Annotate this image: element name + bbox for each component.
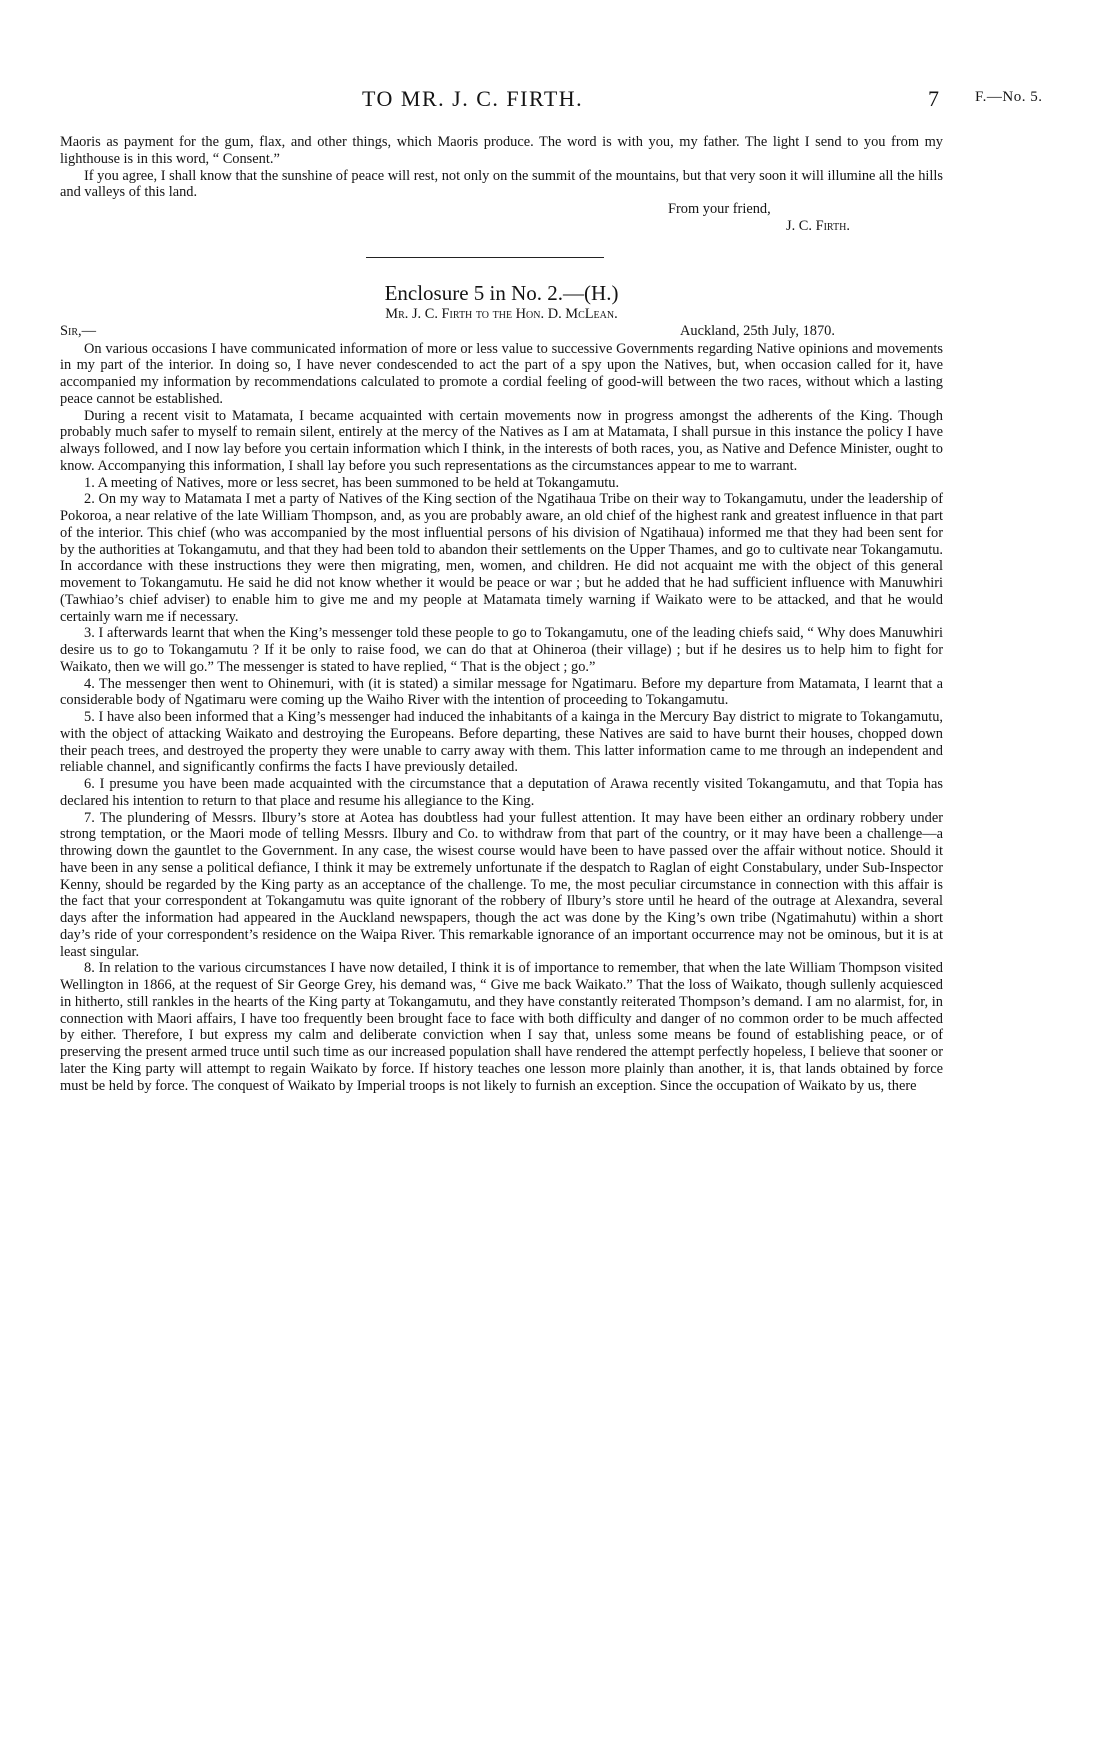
paper-reference: F.—No. 5. [975,89,1043,105]
signoff: From your friend, [668,201,771,217]
salutation: Sir,— [60,322,96,339]
running-header [0,86,1114,116]
place-date: Auckland, 25th July, 1870. [680,322,835,339]
numbered-paragraph: 7. The plundering of Messrs. Ilbury’s store at Aotea has doubtless had your fullest attention. It may have been either an ordinary robbery under strong temptation, or the Maori mode of telling Messrs. Ilbury and Co. to withdraw from that part of the country, or it may have been a challenge—a throwing down the gauntlet to the Government. In any case, the wisest course would have been to have passed over the affair without notice. Should it have been in any sense a political defiance, I think it may be extremely unfortunate if the despatch to Raglan of eight Constabulary, under Sub-Inspector Kenny, should be regarded by the King party as an acceptance of the challenge. To me, the most peculiar circumstance in connection with this affair is the fact that your correspondent at Tokangamutu was quite ignorant of the robbery of Ilbury’s store until he heard of the outrage at Alexandra, several days after the information had appeared in the Auckland newspapers, though the act was done by the King’s own tribe (Ngatimahutu) within a short day’s ride of your correspondent’s residence on the Waipa River. This remarkable ignorance of an important occurrence may not be ominous, but it is at least singular. [60,809,943,960]
numbered-paragraph: 6. I presume you have been made acquainted with the circumstance that a deputation of Arawa recently visited Tokangamutu, and that Topia has declared his intention to return to that place and resume his allegiance to the King. [60,776,943,809]
body-paragraph: During a recent visit to Matamata, I became acquainted with certain movements now in progress amongst the adherents of the King. Though probably much safer to myself to remain silent, entirely at the mercy of the Natives as I am at Matamata, I shall pursue in this instance the policy I have always followed, and I now lay before you certain information which I think, in the interests of both races, you, as Native and Defence Minister, ought to know. Accompanying this information, I shall lay before you such representations as the circumstances appear to me to warrant. [60,407,943,474]
numbered-paragraph: 4. The messenger then went to Ohinemuri, with (it is stated) a similar message for Ngatimaru. Before my departure from Matamata, I learnt that a considerable body of Ngatimaru were coming up the Waiho River with the intention of proceeding to Tokangamutu. [60,675,943,709]
page-number: 7 [928,86,941,111]
numbered-paragraph: 5. I have also been informed that a King’s messenger had induced the inhabitants of a kainga in the Mercury Bay district to migrate to Tokangamutu, with the object of attacking Waikato and destroying the Europeans. Before departing, these Natives are said to have burnt their houses, chopped down their peach trees, and destroyed the property they were unable to carry away with them. This latter information came to me through an independent and reliable channel, and significantly confirms the facts I have previously detailed. [60,709,943,776]
numbered-paragraph: 3. I afterwards learnt that when the King’s messenger told these people to go to Tokangamutu, one of the leading chiefs said, “ Why does Manuwhiri desire us to go to Tokangamutu ? If it be only to raise food, we can do that at Ohineroa (their village) ; but if he desires us to help him to fight for Waikato, then we will go.” The messenger is stated to have replied, “ That is the object ; go.” [60,625,943,675]
signature: J. C. Firth. [786,217,850,234]
letter-addressee: Mr. J. C. Firth to the Hon. D. McLean. [385,305,618,322]
body-paragraph: On various occasions I have communicated information of more or less value to successive Governments regarding Native opinions and movements in my part of the interior. In doing so, I have never condescended to act the part of a spy upon the Natives, but, when occasion called for it, have accompanied my information by recommendations calculated to promote a cordial feeling of good-will between the two races, without which a lasting peace cannot be established. [60,340,943,407]
numbered-paragraph: 8. In relation to the various circumstances I have now detailed, I think it is of importance to remember, that when the late William Thompson visited Wellington in 1866, at the request of Sir George Grey, his demand was, “ Give me back Waikato.” That the loss of Waikato, though sullenly acquiesced in hitherto, still rankles in the hearts of the King party at Tokangamutu, and they have constantly reiterated Thompson’s demand. I am no alarmist, for, in connection with Maori affairs, I have too frequently been brought face to face with both difficulty and danger of no common order to be much affected by either. Therefore, I but express my calm and deliberate conviction when I say that, unless some means be found of establishing peace, or of preserving the present armed truce until such time as our increased population shall have rendered the attempt perfectly hopeless, I believe that sooner or later the King party will attempt to regain Waikato by force. If history teaches one lesson more plainly than another, it is, that lands obtained by force must be held by force. The conquest of Waikato by Imperial troops is not likely to furnish an exception. Since the occupation of Waikato by us, there [60,960,943,1094]
numbered-paragraph: 1. A meeting of Natives, more or less secret, has been summoned to be held at Tokangamutu. [84,474,620,491]
numbered-paragraph: 2. On my way to Matamata I met a party of Natives of the King section of the Ngatihaua Tribe on their way to Tokangamutu, under the leadership of Pokoroa, a near relative of the late William Thompson, and, as you are probably aware, an old chief of the highest rank and greatest influence in that part of the interior. This chief (who was accompanied by the most influential persons of his division of Ngatihaua) informed me that they had been sent for by the authorities at Tokangamutu, and that they had been told to abandon their settlements on the Upper Thames, and go to cultivate near Tokangamutu. In accordance with these instructions they were then migrating, men, women, and children. He did not acquaint me with the object of this general movement to Tokangamutu. He said he did not know whether it would be peace or war ; but he added that he had sufficient influence with Manuwhiri (Tawhiao’s chief adviser) to enable him to give me and my people at Matamata timely warning if Waikato were to be attacked, and that he would certainly warn me if necessary. [60,491,943,625]
previous-letter-paragraph: Maoris as payment for the gum, flax, and other things, which Maoris produce. The word is with you, my father. The light I send to you from my lighthouse is in this word, “ Consent.” [60,134,943,167]
enclosure-heading: Enclosure 5 in No. 2.—(H.) [384,280,619,305]
previous-letter-paragraph: If you agree, I shall know that the sunshine of peace will rest, not only on the summit of the mountains, but that very soon it will illumine all the hills and valleys of this land. [60,167,943,201]
section-divider [366,257,604,258]
running-title: TO MR. J. C. FIRTH. [362,86,584,111]
page-body [60,134,943,1094]
salutation-line [60,323,943,341]
